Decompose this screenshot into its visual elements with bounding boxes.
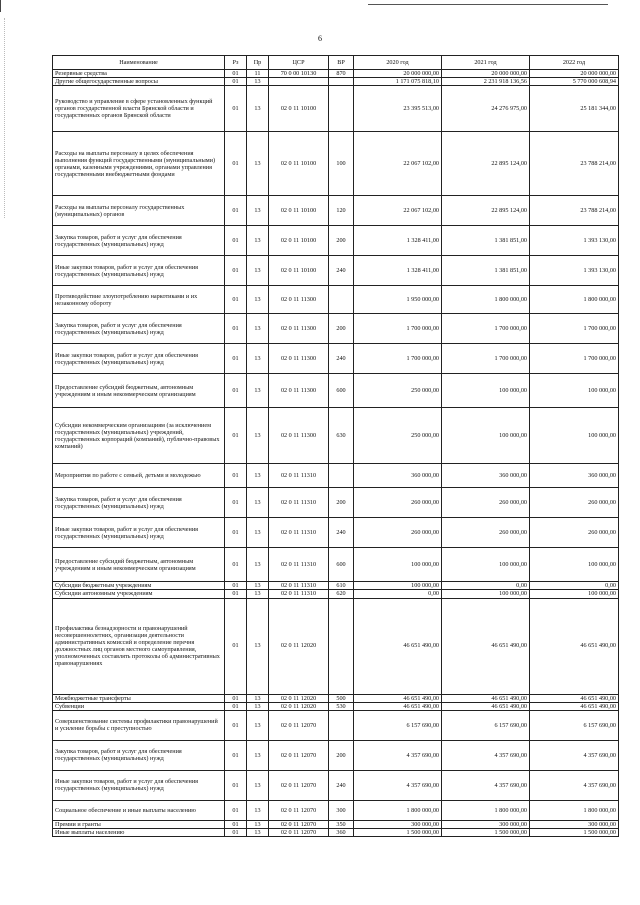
cell-vr: 200: [329, 488, 354, 518]
cell-pr: 13: [247, 694, 269, 702]
cell-vr: [329, 598, 354, 694]
header-csr: ЦСР: [269, 56, 329, 70]
table-row: [53, 86, 619, 132]
cell-rz: 01: [225, 710, 247, 740]
cell-y2022: 100 000,00: [530, 590, 619, 598]
cell-y2022: 100 000,00: [530, 408, 619, 464]
cell-vr: 620: [329, 590, 354, 598]
cell-pr: 13: [247, 132, 269, 196]
cell-y2022: 46 651 490,00: [530, 694, 619, 702]
cell-y2020: 22 067 102,00: [354, 196, 442, 226]
cell-y2022: 0,00: [530, 582, 619, 590]
cell-y2022: 1 800 000,00: [530, 286, 619, 314]
table-row: [53, 196, 619, 226]
cell-y2022: 25 181 344,00: [530, 86, 619, 132]
table-row: [53, 408, 619, 464]
cell-y2020: 20 000 000,00: [354, 70, 442, 78]
cell-csr: 02 0 11 10100: [269, 86, 329, 132]
cell-y2020: 260 000,00: [354, 488, 442, 518]
cell-y2021: 2 231 918 136,56: [442, 78, 530, 86]
cell-rz: 01: [225, 286, 247, 314]
cell-vr: 200: [329, 314, 354, 344]
cell-pr: 13: [247, 374, 269, 408]
cell-rz: 01: [225, 800, 247, 820]
cell-y2022: 20 000 000,00: [530, 70, 619, 78]
cell-rz: 01: [225, 86, 247, 132]
cell-y2021: 0,00: [442, 582, 530, 590]
cell-csr: 02 0 11 11300: [269, 314, 329, 344]
cell-rz: 01: [225, 408, 247, 464]
cell-csr: 02 0 11 10100: [269, 256, 329, 286]
cell-rz: 01: [225, 828, 247, 836]
table-row: [53, 464, 619, 488]
cell-pr: 13: [247, 256, 269, 286]
cell-y2022: 1 700 000,00: [530, 344, 619, 374]
cell-vr: 360: [329, 828, 354, 836]
cell-rz: 01: [225, 132, 247, 196]
cell-pr: 13: [247, 820, 269, 828]
table-row: [53, 314, 619, 344]
cell-name: Закупка товаров, работ и услуг для обеспечения государственных (муниципальных) нужд: [53, 488, 225, 518]
cell-csr: 02 0 11 11310: [269, 488, 329, 518]
cell-y2021: 100 000,00: [442, 548, 530, 582]
cell-pr: 13: [247, 590, 269, 598]
cell-y2020: 22 067 102,00: [354, 132, 442, 196]
cell-csr: 02 0 11 12070: [269, 820, 329, 828]
table-row: [53, 226, 619, 256]
cell-rz: 01: [225, 256, 247, 286]
cell-name: Другие общегосударственные вопросы: [53, 78, 225, 86]
cell-rz: 01: [225, 694, 247, 702]
cell-name: Субвенции: [53, 702, 225, 710]
cell-y2020: 1 171 075 818,10: [354, 78, 442, 86]
header-vr: ВР: [329, 56, 354, 70]
table-row: [53, 256, 619, 286]
cell-y2020: 46 651 490,00: [354, 702, 442, 710]
cell-name: Резервные средства: [53, 70, 225, 78]
cell-y2022: 46 651 490,00: [530, 598, 619, 694]
cell-y2021: 100 000,00: [442, 374, 530, 408]
cell-pr: 13: [247, 800, 269, 820]
cell-rz: 01: [225, 488, 247, 518]
cell-y2020: 1 500 000,00: [354, 828, 442, 836]
cell-pr: 13: [247, 518, 269, 548]
cell-pr: 13: [247, 702, 269, 710]
cell-y2022: 1 500 000,00: [530, 828, 619, 836]
cell-pr: 13: [247, 86, 269, 132]
table-row: [53, 582, 619, 590]
header-2022: 2022 год: [530, 56, 619, 70]
cell-pr: 13: [247, 286, 269, 314]
cell-y2022: 1 393 130,00: [530, 226, 619, 256]
scan-corner-mark: [0, 0, 9, 12]
cell-rz: 01: [225, 582, 247, 590]
cell-rz: 01: [225, 464, 247, 488]
table-row: [53, 344, 619, 374]
header-name: Наименование: [53, 56, 225, 70]
cell-name: Расходы на выплаты персоналу государственных (муниципальных) органов: [53, 196, 225, 226]
cell-rz: 01: [225, 226, 247, 256]
cell-csr: 02 0 11 11310: [269, 548, 329, 582]
cell-pr: 13: [247, 314, 269, 344]
cell-y2021: 4 357 690,00: [442, 770, 530, 800]
table-row: [53, 132, 619, 196]
cell-name: Иные закупки товаров, работ и услуг для обеспечения государственных (муниципальных) нужд: [53, 256, 225, 286]
top-rule: [368, 4, 608, 5]
cell-csr: 02 0 11 10100: [269, 226, 329, 256]
table-row: [53, 488, 619, 518]
cell-pr: 13: [247, 548, 269, 582]
cell-y2021: 1 800 000,00: [442, 800, 530, 820]
cell-y2021: 22 895 124,00: [442, 196, 530, 226]
cell-name: Закупка товаров, работ и услуг для обеспечения государственных (муниципальных) нужд: [53, 314, 225, 344]
cell-csr: 02 0 11 10100: [269, 196, 329, 226]
cell-pr: 13: [247, 828, 269, 836]
cell-name: Иные выплаты населению: [53, 828, 225, 836]
cell-pr: 13: [247, 598, 269, 694]
cell-y2020: 23 395 513,00: [354, 86, 442, 132]
cell-pr: 13: [247, 196, 269, 226]
cell-vr: [329, 86, 354, 132]
table-row: [53, 800, 619, 820]
cell-y2020: 250 000,00: [354, 408, 442, 464]
cell-vr: 120: [329, 196, 354, 226]
cell-y2021: 360 000,00: [442, 464, 530, 488]
cell-y2022: 23 788 214,00: [530, 196, 619, 226]
cell-y2020: 4 357 690,00: [354, 740, 442, 770]
table-header-row: [53, 56, 619, 70]
cell-y2022: 360 000,00: [530, 464, 619, 488]
cell-y2020: 4 357 690,00: [354, 770, 442, 800]
cell-y2020: 100 000,00: [354, 582, 442, 590]
cell-pr: 13: [247, 582, 269, 590]
cell-y2021: 4 357 690,00: [442, 740, 530, 770]
cell-csr: 02 0 11 11310: [269, 590, 329, 598]
cell-vr: 240: [329, 256, 354, 286]
table-row: [53, 78, 619, 86]
cell-pr: 13: [247, 226, 269, 256]
scan-margin-dots: [4, 18, 7, 218]
table-row: [53, 828, 619, 836]
cell-csr: [269, 78, 329, 86]
cell-name: Руководство и управление в сфере установленных функций органов государственной власти Брянской области и государственных органов Брянской области: [53, 86, 225, 132]
cell-vr: [329, 286, 354, 314]
cell-vr: [329, 464, 354, 488]
cell-y2021: 46 651 490,00: [442, 702, 530, 710]
cell-y2020: 100 000,00: [354, 548, 442, 582]
cell-pr: 13: [247, 740, 269, 770]
cell-y2021: 1 800 000,00: [442, 286, 530, 314]
cell-rz: 01: [225, 314, 247, 344]
cell-y2022: 100 000,00: [530, 374, 619, 408]
cell-y2021: 22 895 124,00: [442, 132, 530, 196]
cell-name: Предоставление субсидий бюджетным, автономным учреждениям и иным некоммерческим организациям: [53, 374, 225, 408]
header-pr: Пр: [247, 56, 269, 70]
header-rz: Рз: [225, 56, 247, 70]
cell-name: Социальное обеспечение и иные выплаты населению: [53, 800, 225, 820]
cell-y2021: 1 500 000,00: [442, 828, 530, 836]
cell-y2020: 1 700 000,00: [354, 344, 442, 374]
cell-y2021: 6 157 690,00: [442, 710, 530, 740]
cell-csr: 02 0 11 12070: [269, 800, 329, 820]
cell-csr: 02 0 11 12070: [269, 710, 329, 740]
cell-pr: 13: [247, 464, 269, 488]
cell-vr: 300: [329, 800, 354, 820]
cell-csr: 02 0 11 10100: [269, 132, 329, 196]
cell-name: Расходы на выплаты персоналу в целях обеспечения выполнения функций государственными (муниципальными) органами, казенными учреждениями, органами управления государственными внебюджетными фондами: [53, 132, 225, 196]
cell-rz: 01: [225, 344, 247, 374]
cell-y2022: 46 651 490,00: [530, 702, 619, 710]
cell-rz: 01: [225, 740, 247, 770]
cell-y2020: 0,00: [354, 590, 442, 598]
cell-y2020: 6 157 690,00: [354, 710, 442, 740]
cell-y2022: 5 770 000 608,94: [530, 78, 619, 86]
table-row: [53, 702, 619, 710]
cell-y2022: 6 157 690,00: [530, 710, 619, 740]
cell-y2021: 260 000,00: [442, 488, 530, 518]
cell-y2022: 100 000,00: [530, 548, 619, 582]
cell-y2020: 1 328 411,00: [354, 256, 442, 286]
cell-pr: 13: [247, 488, 269, 518]
cell-y2020: 250 000,00: [354, 374, 442, 408]
cell-y2021: 300 000,00: [442, 820, 530, 828]
cell-csr: 02 0 11 12020: [269, 702, 329, 710]
cell-csr: 02 0 11 11300: [269, 374, 329, 408]
cell-y2022: 1 393 130,00: [530, 256, 619, 286]
cell-rz: 01: [225, 374, 247, 408]
cell-y2022: 4 357 690,00: [530, 770, 619, 800]
cell-name: Мероприятия по работе с семьей, детьми и молодежью: [53, 464, 225, 488]
cell-csr: 02 0 11 11300: [269, 408, 329, 464]
cell-vr: 630: [329, 408, 354, 464]
table-row: [53, 740, 619, 770]
cell-vr: 200: [329, 226, 354, 256]
cell-y2021: 46 651 490,00: [442, 598, 530, 694]
cell-name: Иные закупки товаров, работ и услуг для обеспечения государственных (муниципальных) нужд: [53, 770, 225, 800]
cell-y2020: 1 328 411,00: [354, 226, 442, 256]
cell-y2020: 300 000,00: [354, 820, 442, 828]
page-number: 6: [318, 34, 322, 43]
cell-y2021: 1 700 000,00: [442, 314, 530, 344]
cell-name: Межбюджетные трансферты: [53, 694, 225, 702]
cell-y2021: 260 000,00: [442, 518, 530, 548]
table-row: [53, 518, 619, 548]
cell-rz: 01: [225, 70, 247, 78]
cell-vr: [329, 710, 354, 740]
cell-rz: 01: [225, 820, 247, 828]
cell-pr: 13: [247, 344, 269, 374]
cell-rz: 01: [225, 518, 247, 548]
cell-y2022: 1 800 000,00: [530, 800, 619, 820]
cell-y2020: 1 950 000,00: [354, 286, 442, 314]
cell-name: Совершенствование системы профилактики правонарушений и усиление борьбы с преступностью: [53, 710, 225, 740]
cell-pr: 11: [247, 70, 269, 78]
table-row: [53, 820, 619, 828]
cell-name: Противодействие злоупотреблению наркотиками и их незаконному обороту: [53, 286, 225, 314]
cell-rz: 01: [225, 702, 247, 710]
table-row: [53, 598, 619, 694]
cell-vr: 200: [329, 740, 354, 770]
cell-y2022: 1 700 000,00: [530, 314, 619, 344]
cell-vr: 870: [329, 70, 354, 78]
cell-name: Субсидии автономным учреждениям: [53, 590, 225, 598]
cell-vr: 240: [329, 344, 354, 374]
cell-vr: [329, 78, 354, 86]
cell-name: Закупка товаров, работ и услуг для обеспечения государственных (муниципальных) нужд: [53, 740, 225, 770]
cell-y2022: 260 000,00: [530, 488, 619, 518]
cell-name: Субсидии некоммерческим организациям (за исключением государственных (муниципальных) учреждений, государственных корпораций (компаний), публично-правовых компаний): [53, 408, 225, 464]
cell-rz: 01: [225, 770, 247, 800]
cell-csr: 02 0 11 11310: [269, 518, 329, 548]
cell-csr: 02 0 11 11300: [269, 344, 329, 374]
cell-y2020: 360 000,00: [354, 464, 442, 488]
cell-csr: 02 0 11 12070: [269, 770, 329, 800]
cell-vr: 610: [329, 582, 354, 590]
cell-y2022: 300 000,00: [530, 820, 619, 828]
cell-y2021: 1 381 851,00: [442, 256, 530, 286]
cell-csr: 02 0 11 11300: [269, 286, 329, 314]
cell-pr: 13: [247, 78, 269, 86]
cell-y2021: 100 000,00: [442, 408, 530, 464]
cell-name: Иные закупки товаров, работ и услуг для обеспечения государственных (муниципальных) нужд: [53, 344, 225, 374]
cell-vr: 350: [329, 820, 354, 828]
cell-y2020: 1 700 000,00: [354, 314, 442, 344]
table-row: [53, 286, 619, 314]
cell-csr: 02 0 11 12070: [269, 828, 329, 836]
cell-y2021: 1 700 000,00: [442, 344, 530, 374]
cell-pr: 13: [247, 710, 269, 740]
cell-y2022: 23 788 214,00: [530, 132, 619, 196]
cell-rz: 01: [225, 598, 247, 694]
cell-csr: 70 0 00 10130: [269, 70, 329, 78]
table-row: [53, 374, 619, 408]
cell-csr: 02 0 11 11310: [269, 582, 329, 590]
cell-y2020: 260 000,00: [354, 518, 442, 548]
cell-y2021: 100 000,00: [442, 590, 530, 598]
table-row: [53, 770, 619, 800]
cell-y2022: 4 357 690,00: [530, 740, 619, 770]
cell-y2021: 46 651 490,00: [442, 694, 530, 702]
table-row: [53, 548, 619, 582]
cell-y2021: 1 381 851,00: [442, 226, 530, 256]
cell-rz: 01: [225, 196, 247, 226]
table-row: [53, 70, 619, 78]
cell-name: Предоставление субсидий бюджетным, автономным учреждениям и иным некоммерческим организациям: [53, 548, 225, 582]
cell-name: Профилактика безнадзорности и правонарушений несовершеннолетних, организация деятельности административных комиссий и определение перечня должностных лиц органов местного самоуправления, уполномоченных составлять протоколы об административных правонарушениях: [53, 598, 225, 694]
table-row: [53, 710, 619, 740]
cell-name: Закупка товаров, работ и услуг для обеспечения государственных (муниципальных) нужд: [53, 226, 225, 256]
budget-table: [52, 55, 619, 837]
cell-y2021: 20 000 000,00: [442, 70, 530, 78]
cell-csr: 02 0 11 12070: [269, 740, 329, 770]
cell-csr: 02 0 11 12020: [269, 694, 329, 702]
cell-vr: 100: [329, 132, 354, 196]
cell-csr: 02 0 11 11310: [269, 464, 329, 488]
cell-vr: 530: [329, 702, 354, 710]
cell-y2021: 24 276 975,00: [442, 86, 530, 132]
cell-vr: 600: [329, 374, 354, 408]
cell-vr: 240: [329, 518, 354, 548]
cell-y2020: 46 651 490,00: [354, 598, 442, 694]
table-row: [53, 694, 619, 702]
cell-vr: 600: [329, 548, 354, 582]
cell-y2020: 1 800 000,00: [354, 800, 442, 820]
cell-vr: 500: [329, 694, 354, 702]
cell-pr: 13: [247, 770, 269, 800]
cell-pr: 13: [247, 408, 269, 464]
cell-rz: 01: [225, 548, 247, 582]
cell-y2020: 46 651 490,00: [354, 694, 442, 702]
cell-rz: 01: [225, 78, 247, 86]
cell-csr: 02 0 11 12020: [269, 598, 329, 694]
header-2020: 2020 год: [354, 56, 442, 70]
cell-name: Иные закупки товаров, работ и услуг для обеспечения государственных (муниципальных) нужд: [53, 518, 225, 548]
cell-name: Субсидии бюджетным учреждениям: [53, 582, 225, 590]
cell-y2022: 260 000,00: [530, 518, 619, 548]
table-row: [53, 590, 619, 598]
header-2021: 2021 год: [442, 56, 530, 70]
cell-name: Премии и гранты: [53, 820, 225, 828]
cell-vr: 240: [329, 770, 354, 800]
cell-rz: 01: [225, 590, 247, 598]
